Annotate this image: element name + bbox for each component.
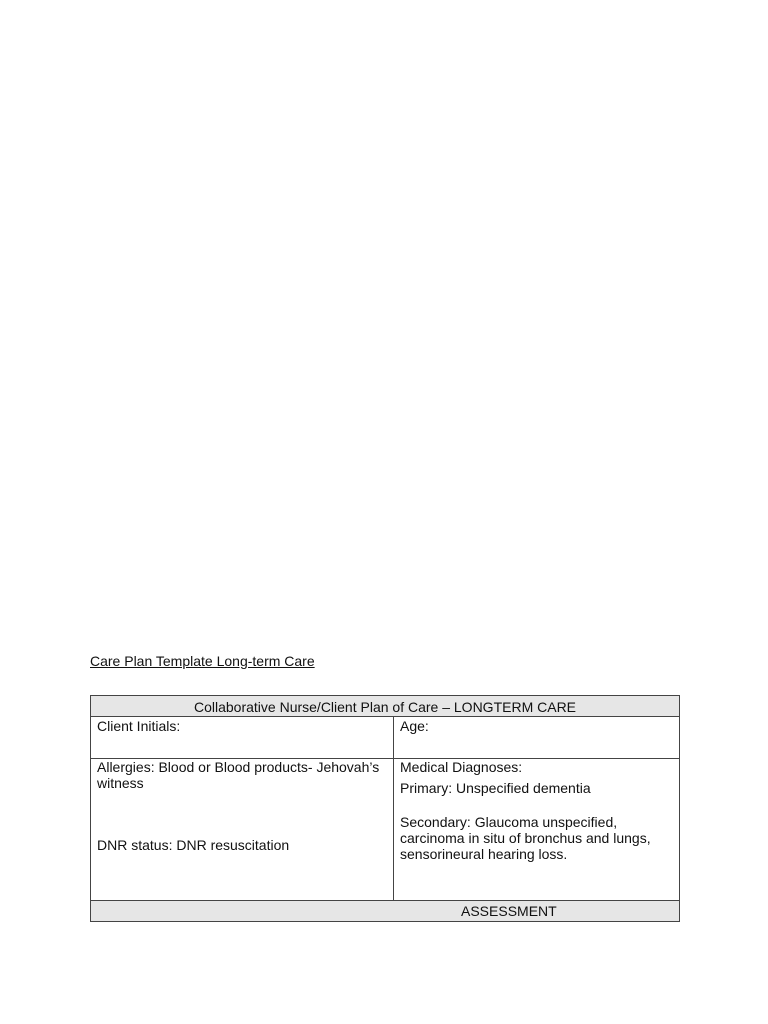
age-cell — [394, 717, 680, 759]
client-details-row — [91, 759, 680, 901]
medical-diagnoses-cell — [394, 759, 680, 901]
age-label: Age: — [400, 718, 429, 734]
table-title-cell — [91, 696, 680, 717]
allergies-dnr-cell — [91, 759, 394, 901]
medical-diagnoses-label: Medical Diagnoses: — [400, 759, 523, 775]
client-initials-cell — [91, 717, 394, 759]
assessment-label: ASSESSMENT — [461, 903, 557, 919]
primary-diagnosis-text: Primary: Unspecified dementia — [400, 780, 591, 796]
table-title: Collaborative Nurse/Client Plan of Care – LONGTERM CARE — [193, 698, 577, 715]
allergies-text: Allergies: Blood or Blood products- Jehovah’s witness — [97, 759, 380, 791]
table-title-row — [91, 696, 680, 717]
care-plan-table — [90, 695, 680, 922]
assessment-row — [91, 901, 680, 922]
assessment-cell — [91, 901, 680, 922]
dnr-status-text: DNR status: DNR resuscitation — [97, 837, 290, 853]
client-info-row — [91, 717, 680, 759]
secondary-diagnosis-text: Secondary: Glaucoma unspecified, carcinoma in situ of bronchus and lungs, sensorineural hearing loss. — [400, 814, 651, 862]
client-initials-label: Client Initials: — [97, 718, 181, 734]
document-heading: Care Plan Template Long-term Care — [90, 653, 315, 669]
